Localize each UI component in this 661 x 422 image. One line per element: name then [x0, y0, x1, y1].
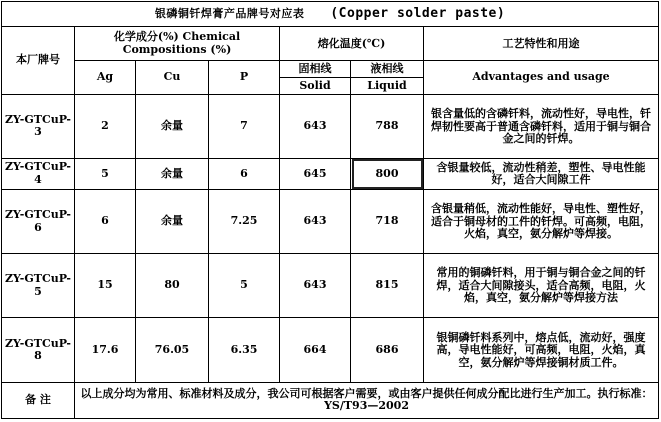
solidus-cell: 643 [280, 253, 351, 318]
liquidus-header-en: Liquid [351, 78, 424, 95]
solder-paste-spec-table [1, 1, 659, 419]
solidus-header-en: Solid [280, 78, 351, 95]
solidus-header-cn: 固相线 [280, 61, 351, 78]
ag-cell: 17.6 [75, 318, 136, 383]
brand-cell: ZY-GTCuP-3 [2, 95, 75, 159]
solidus-cell: 643 [280, 95, 351, 159]
ag-cell: 5 [75, 158, 136, 190]
note-row [2, 382, 659, 418]
liquidus-cell: 788 [351, 95, 424, 159]
usage-header-en: Advantages and usage [424, 61, 659, 95]
brand-header: 本厂牌号 [2, 27, 75, 95]
usage-cell: 含银量较低，流动性稍差，塑性、导电性能好，适合大间隙工件 [424, 158, 659, 190]
liquidus-cell: 686 [351, 318, 424, 383]
table-row [2, 95, 659, 159]
solidus-cell: 664 [280, 318, 351, 383]
p-cell: 6 [209, 158, 280, 190]
table-row [2, 253, 659, 318]
usage-header-cn: 工艺特性和用途 [424, 27, 659, 61]
cu-cell: 余量 [136, 190, 209, 254]
solidus-cell: 643 [280, 190, 351, 254]
cu-cell: 76.05 [136, 318, 209, 383]
header-row-1 [2, 27, 659, 61]
cu-cell: 余量 [136, 158, 209, 190]
table-row [2, 190, 659, 254]
cu-cell: 余量 [136, 95, 209, 159]
table-title [2, 2, 659, 27]
liquidus-cell: 815 [351, 253, 424, 318]
liquidus-cell-selected[interactable]: 800 [351, 158, 424, 190]
usage-cell: 银含量低的含磷钎料，流动性好，导电性，钎焊韧性要高于普通含磷钎料，适用于铜与铜合金之间的钎焊。 [424, 95, 659, 159]
ag-cell: 6 [75, 190, 136, 254]
melting-temp-header: 熔化温度(℃) [280, 27, 424, 61]
brand-cell: ZY-GTCuP-5 [2, 253, 75, 318]
title-row [2, 2, 659, 27]
brand-cell: ZY-GTCuP-4 [2, 158, 75, 190]
cu-header: Cu [136, 61, 209, 95]
table-row [2, 158, 659, 190]
usage-cell: 含银量稍低，流动性能好，导电性、塑性好，适合于铜母材的工件的钎焊。可高频，电阻，火焰，真空，氨分解炉等焊接。 [424, 190, 659, 254]
p-cell: 7.25 [209, 190, 280, 254]
liquidus-cell: 718 [351, 190, 424, 254]
table-row [2, 318, 659, 383]
header-row-2 [2, 61, 659, 78]
ag-cell: 15 [75, 253, 136, 318]
solidus-cell: 645 [280, 158, 351, 190]
title-en: (Copper solder paste) [330, 5, 506, 21]
p-cell: 5 [209, 253, 280, 318]
composition-header: 化学成分(%) Chemical Compositions (%) [75, 27, 280, 61]
ag-header: Ag [75, 61, 136, 95]
title-cn: 银磷铜钎焊膏产品牌号对应表 [154, 6, 305, 20]
p-header: P [209, 61, 280, 95]
liquidus-header-cn: 液相线 [351, 61, 424, 78]
brand-cell: ZY-GTCuP-6 [2, 190, 75, 254]
p-cell: 7 [209, 95, 280, 159]
ag-cell: 2 [75, 95, 136, 159]
brand-cell: ZY-GTCuP-8 [2, 318, 75, 383]
note-label: 备 注 [2, 382, 75, 418]
usage-cell: 常用的铜磷钎料，用于铜与铜合金之间的钎焊，适合大间隙接头，适合高频，电阻，火焰，真空，氨分解炉等焊接方法 [424, 253, 659, 318]
usage-cell: 银铜磷钎料系列中，熔点低，流动好，强度高，导电性能好，可高频，电阻，火焰，真空，氨分解炉等焊接铜材质工件。 [424, 318, 659, 383]
cu-cell: 80 [136, 253, 209, 318]
note-text: 以上成分均为常用、标准材料及成分，我公司可根据客户需要，或由客户提供任何成分配比进行生产加工。执行标准：YS/T93—2002 [75, 382, 659, 418]
p-cell: 6.35 [209, 318, 280, 383]
